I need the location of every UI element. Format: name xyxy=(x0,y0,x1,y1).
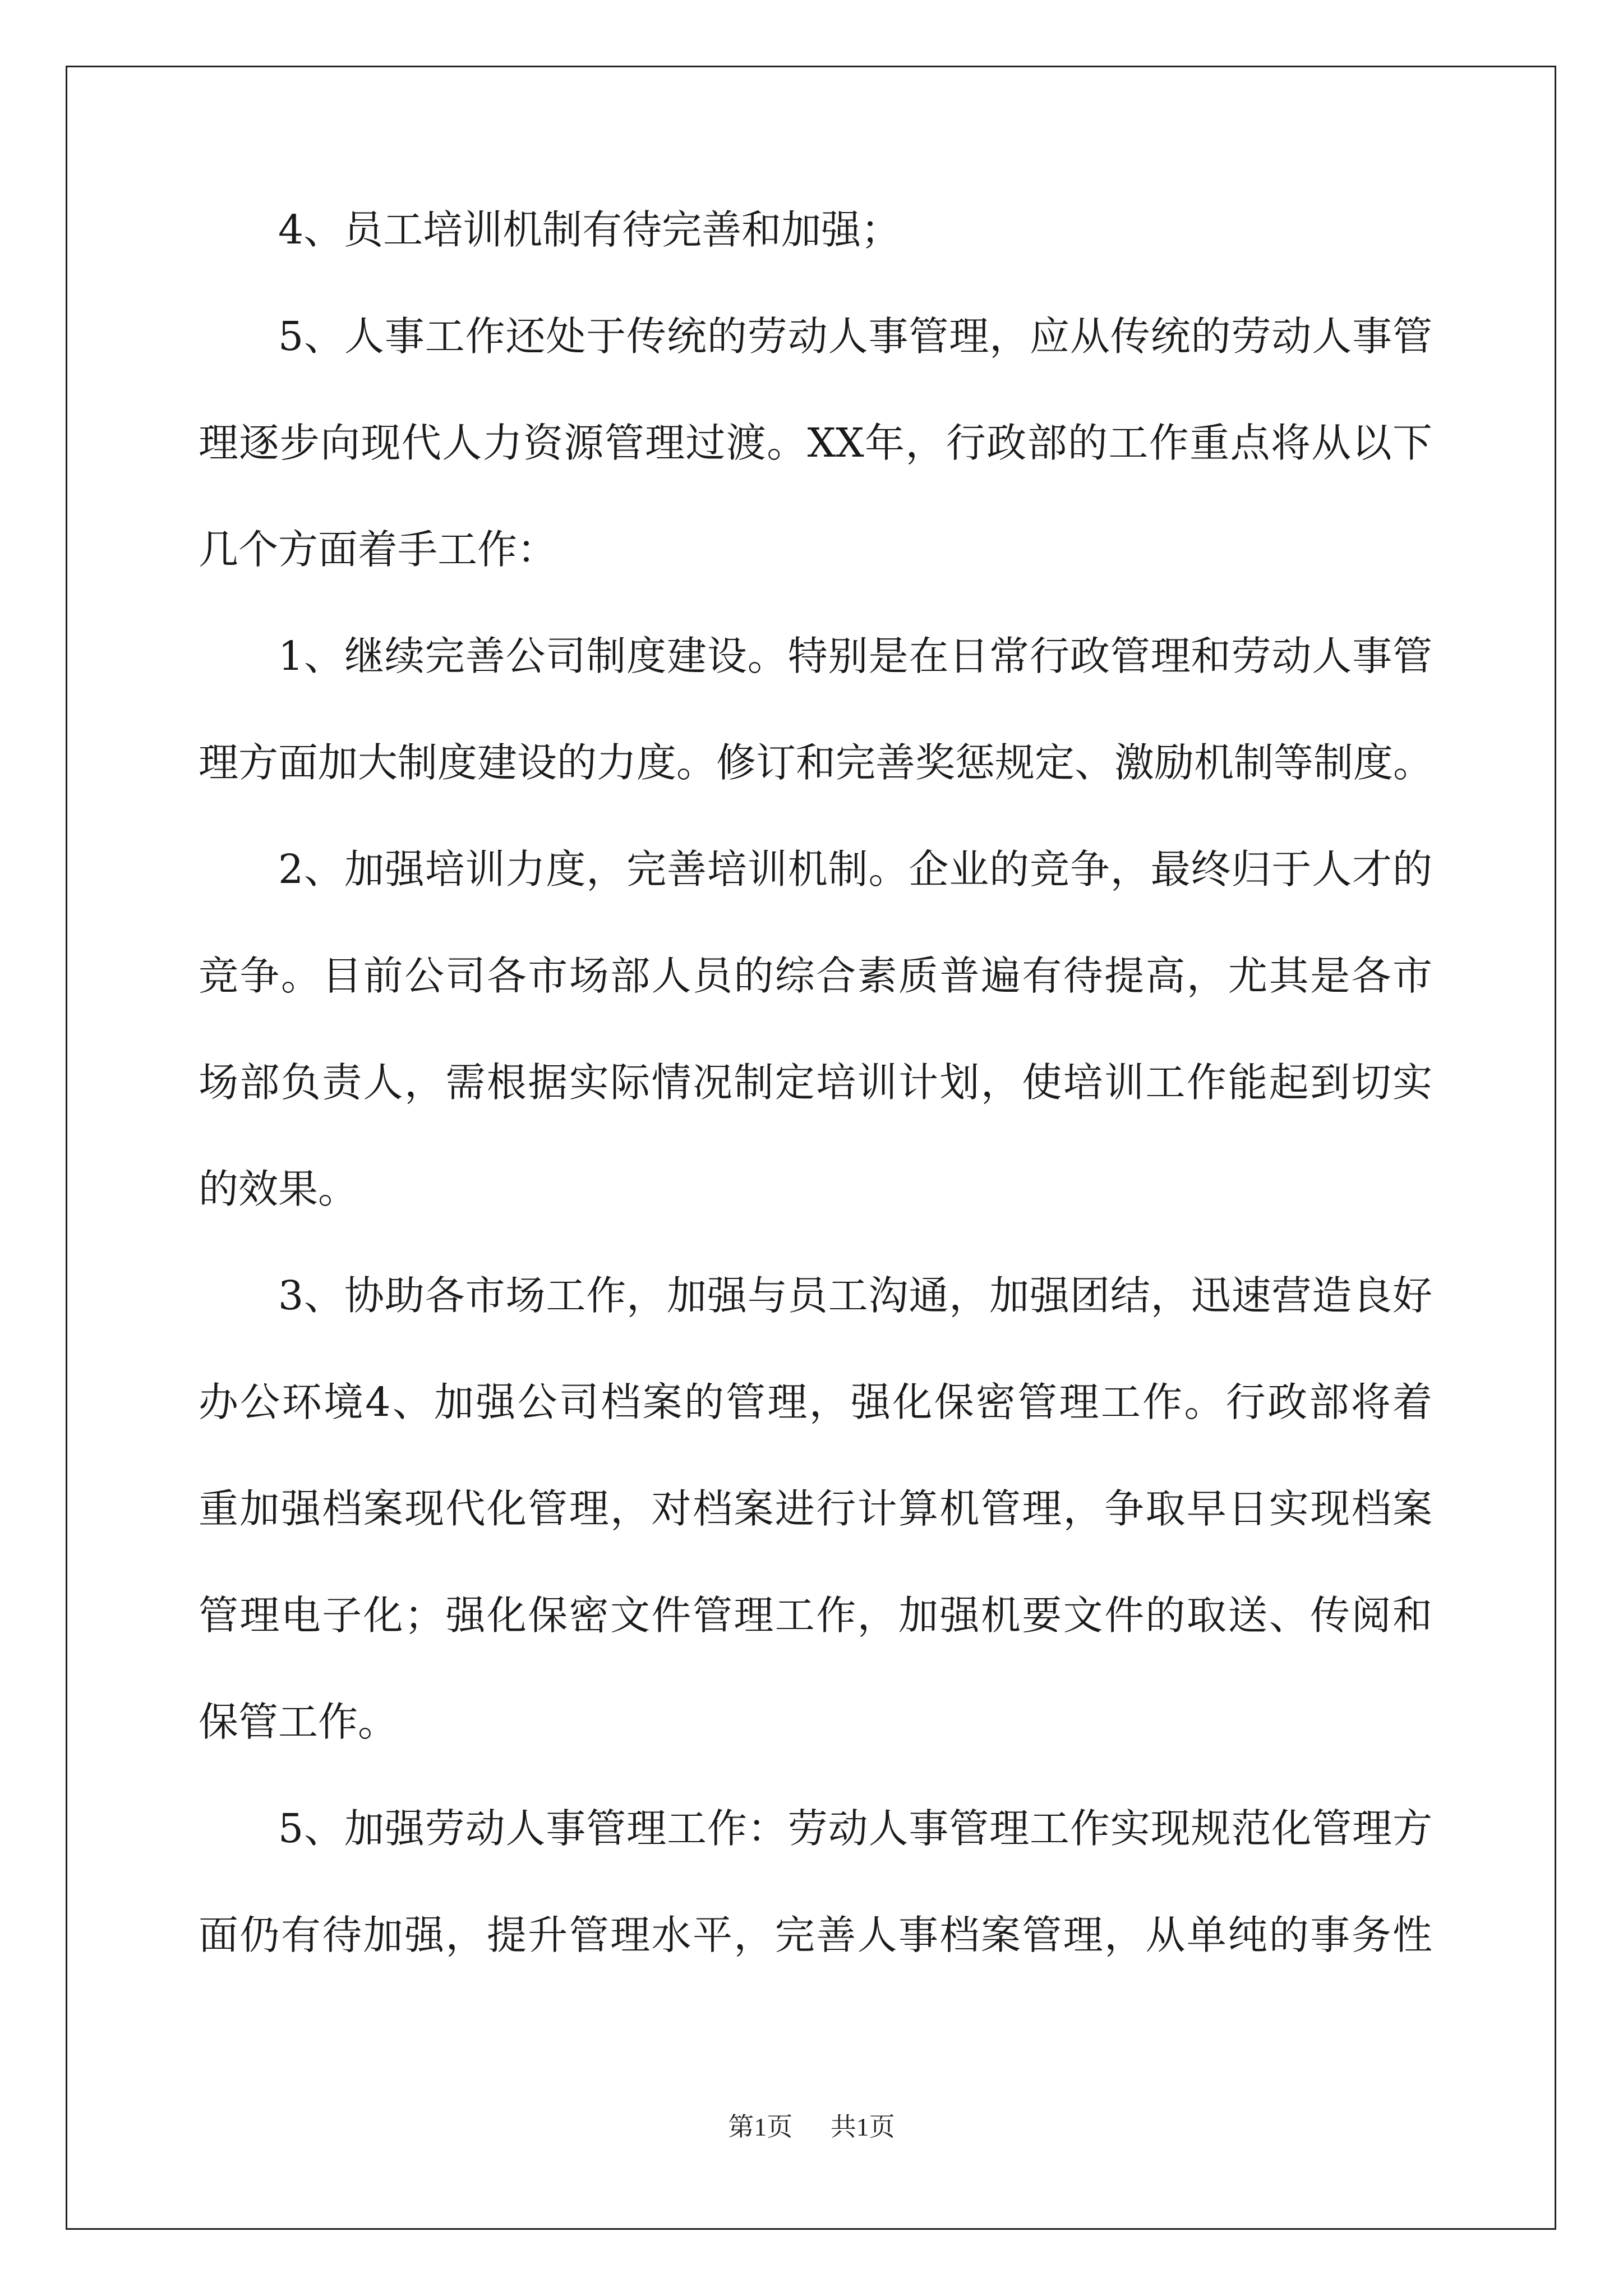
text-line xyxy=(199,1349,1432,1456)
text-line-content: 5、人事工作还处于传统的劳动人事管理，应从传统的劳动人事管 xyxy=(278,313,1432,360)
text-line-content: 办公环境4、加强公司档案的管理，强化保密管理工作。行政部将着 xyxy=(199,1379,1432,1425)
text-line xyxy=(199,1029,1432,1136)
text-line-content: 3、协助各市场工作，加强与员工沟通，加强团结，迅速营造良好 xyxy=(278,1272,1432,1319)
text-line xyxy=(199,1456,1432,1562)
text-line-content: 重加强档案现代化管理，对档案进行计算机管理，争取早日实现档案 xyxy=(199,1485,1432,1532)
text-line-content: 4、员工培训机制有待完善和加强； xyxy=(278,206,901,253)
document-body xyxy=(199,177,1432,1989)
text-line-content: 管理电子化；强化保密文件管理工作，加强机要文件的取送、传阅和 xyxy=(199,1592,1432,1639)
text-line xyxy=(199,283,1432,390)
text-line xyxy=(199,1775,1432,1882)
text-line xyxy=(199,1136,1432,1243)
text-line xyxy=(199,1243,1432,1349)
text-line-content: 理方面加大制度建设的力度。修订和完善奖惩规定、激励机制等制度。 xyxy=(199,739,1433,786)
text-line-content: 场部负责人，需根据实际情况制定培训计划，使培训工作能起到切实 xyxy=(199,1059,1432,1106)
text-line-content: 5、加强劳动人事管理工作：劳动人事管理工作实现规范化管理方 xyxy=(278,1805,1432,1852)
text-line xyxy=(199,496,1432,603)
text-line xyxy=(199,390,1432,496)
text-line xyxy=(199,1562,1432,1669)
text-line-content: 竞争。目前公司各市场部人员的综合素质普遍有待提高，尤其是各市 xyxy=(199,953,1432,999)
text-line xyxy=(199,1669,1432,1775)
text-line-content: 几个方面着手工作： xyxy=(199,526,557,573)
text-line xyxy=(199,603,1432,710)
text-line-content: 1、继续完善公司制度建设。特别是在日常行政管理和劳动人事管 xyxy=(278,633,1432,679)
text-line-content: 2、加强培训力度，完善培训机制。企业的竞争，最终归于人才的 xyxy=(278,846,1432,892)
text-line xyxy=(199,1882,1432,1989)
text-line-content: 保管工作。 xyxy=(199,1699,398,1745)
page-footer xyxy=(0,2106,1623,2143)
text-line-content: 理逐步向现代人力资源管理过渡。XX年，行政部的工作重点将从以下 xyxy=(199,420,1432,466)
text-line xyxy=(199,816,1432,923)
page-total: 共1页 xyxy=(830,2113,895,2141)
text-line xyxy=(199,923,1432,1029)
text-line xyxy=(199,710,1432,816)
page-number: 第1页 xyxy=(728,2113,793,2141)
text-line xyxy=(199,177,1432,283)
text-line-content: 面仍有待加强，提升管理水平，完善人事档案管理，从单纯的事务性 xyxy=(199,1912,1432,1958)
text-line-content: 的效果。 xyxy=(199,1166,358,1212)
